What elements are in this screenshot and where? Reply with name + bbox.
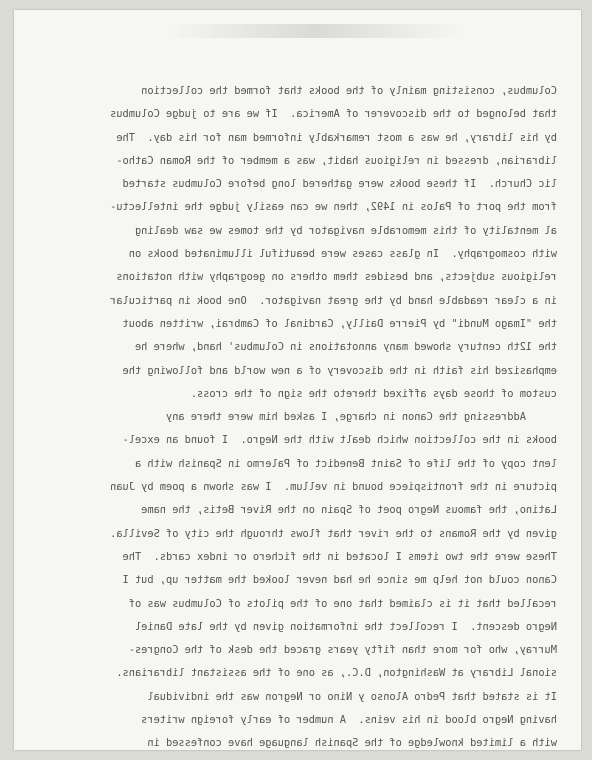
text-line: emphasized his faith in the discovery of a new world and following the (122, 364, 557, 377)
text-line: given by the Romans to the river that flows through the city of Sevilla. (110, 527, 557, 540)
text-line: Negro descent. I recollect the information given by the late Daniel (135, 620, 557, 633)
text-line: It is stated that Pedro Alonso y Nino or Negron was the individual (147, 690, 557, 703)
text-line: from the port of Palos in 1492, then we can easily judge the intellectu- (110, 201, 557, 214)
text-line: These were the two items I located in the fichero or index cards. The (122, 550, 557, 563)
text-line: the 12th century showed many annotations in Columbus' hand, where he (135, 341, 557, 354)
text-line: custom of those days affixed thereto the sign of the cross. (190, 387, 557, 400)
mirrored-typewritten-text (52, 80, 557, 750)
text-line: librarian, dressed in religious habit, was a member of the Roman Catho- (116, 154, 557, 167)
text-line: the "Imago Mundi" by Pierre Dailly, Cardinal of Cambrai, written about (122, 317, 557, 330)
text-line: books in the collection which dealt with the Negro. I found an excel- (122, 434, 557, 447)
text-line: Latino, the famous Negro poet of Spain on the River Betis, the name (141, 504, 557, 517)
text-line: in a clear readable hand by the great navigator. One book in particular (110, 294, 557, 307)
text-line: with cosmography. In glass cases were beautiful illuminated books on (128, 248, 557, 261)
bleed-through-smudge (164, 24, 464, 38)
text-line: that belonged to the discoverer of America. If we are to judge Columbus (110, 108, 557, 121)
text-line: Canon could not help me since he had never looked the matter up, but I (122, 574, 557, 587)
text-line: lent copy of the life of Saint Benedict of Palermo in Spanish with a (135, 457, 557, 470)
text-line: lic Church. If these books were gathered long before Columbus started (122, 178, 557, 191)
text-line: picture in the frontispiece bound in vellum. I was shown a poem by Juan (110, 481, 557, 494)
paper-sheet (14, 10, 581, 750)
text-line: by his library, he was a most remarkably informed man for his day. The (116, 131, 557, 144)
text-line: Addressing the Canon in charge, I asked him were there any (166, 411, 557, 424)
text-line: Columbus, consisting mainly of the books that formed the collection (141, 85, 557, 97)
text-line: religious subjects, and besides them others on geography with notations (116, 271, 557, 284)
text-line: al mentality of this memorable navigator by the tomes we saw dealing (135, 224, 557, 237)
text-line: Murray, who for more than fifty years graced the desk of the Congres- (128, 644, 557, 657)
text-line: with a limited knowledge of the Spanish language have confessed in (147, 737, 557, 750)
text-line: sional Library at Washington, D.C., as one of the assistant librarians. (116, 667, 557, 680)
text-line: recalled that it is claimed that one of the pilots of Columbus was of (128, 597, 557, 610)
text-line: having Negro blood in his veins. A number of early foreign writers (141, 714, 557, 727)
